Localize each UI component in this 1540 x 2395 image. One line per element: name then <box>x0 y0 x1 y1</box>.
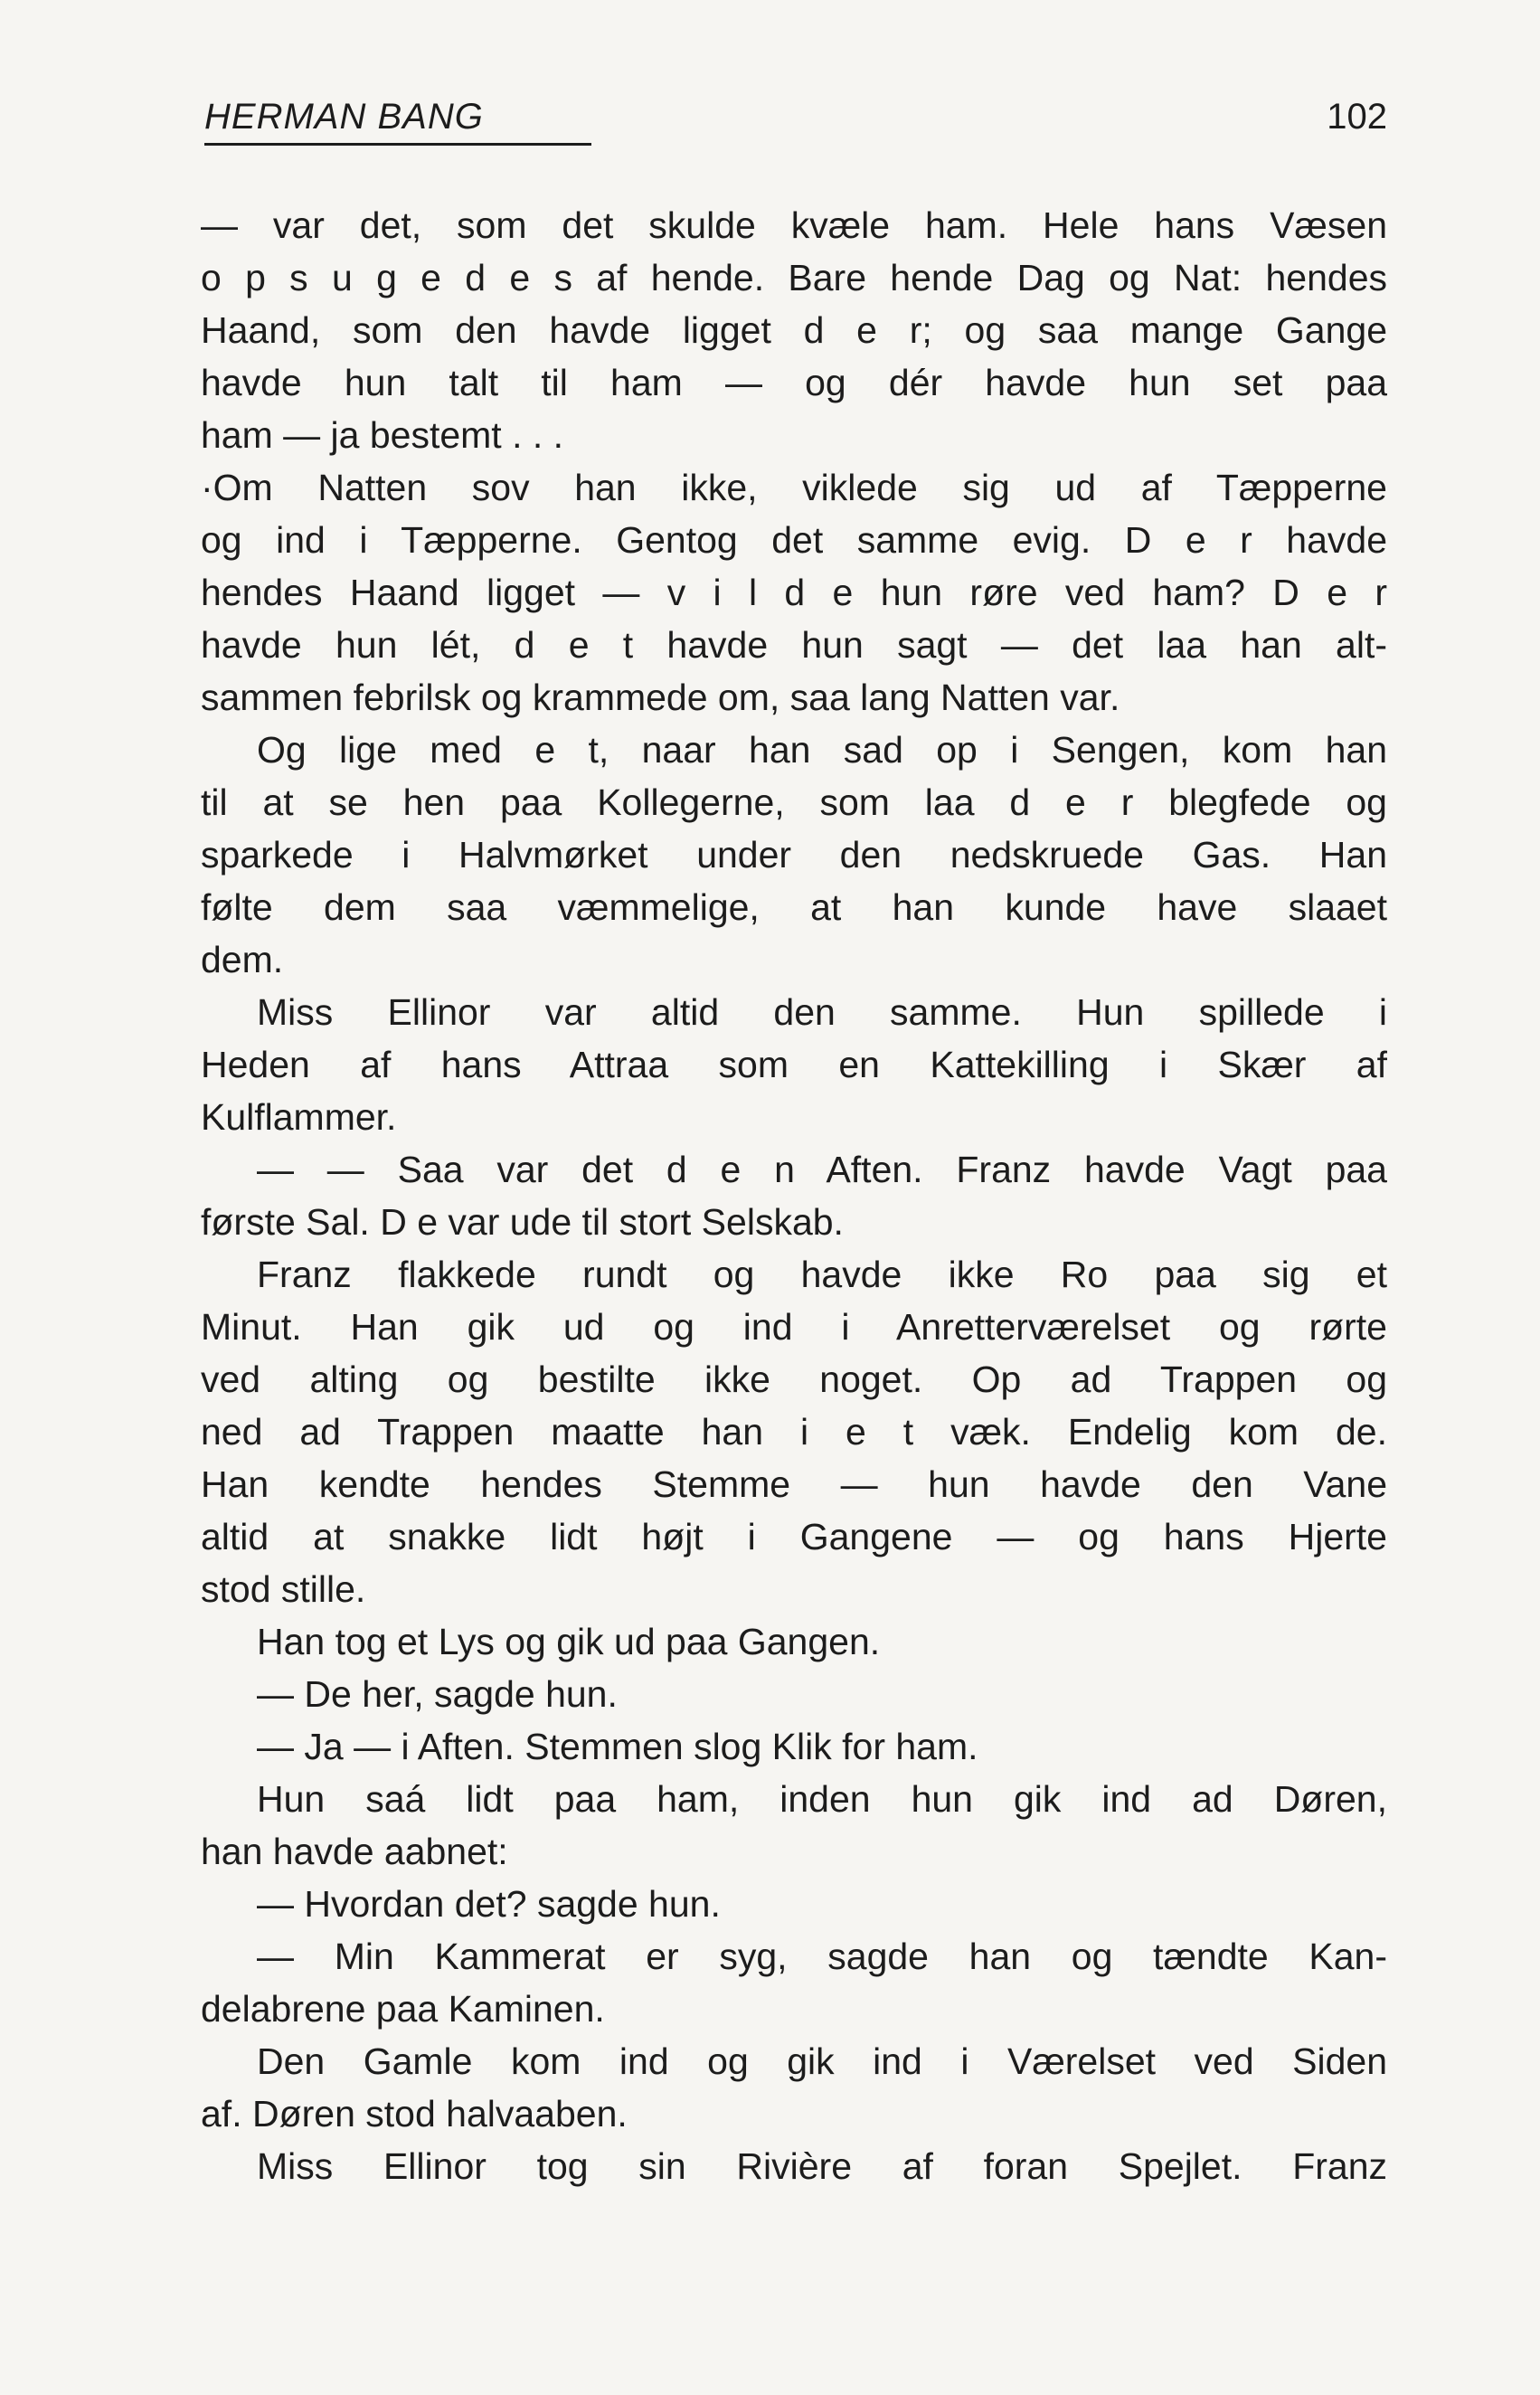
text-line: af. Døren stod halvaaben. <box>201 2093 628 2135</box>
text-line: o p s u g e d e s af hende. Bare hende Dag og Nat: hendes <box>201 257 1387 298</box>
text-line: Og lige med e t, naar han sad op i Sengen, kom han <box>257 729 1387 771</box>
author-name: HERMAN BANG <box>204 97 484 137</box>
text-line: Han tog et Lys og gik ud paa Gangen. <box>257 1621 881 1662</box>
text-line: følte dem saa væmmelige, at han kunde have slaaet <box>201 886 1387 928</box>
body-text <box>201 199 1387 2192</box>
text-line: hendes Haand ligget — v i l d e hun røre ved ham? D e r <box>201 572 1387 613</box>
text-line: — De her, sagde hun. <box>257 1673 618 1715</box>
text-line: Kulflammer. <box>201 1096 397 1138</box>
text-line: havde hun talt til ham — og dér havde hun set paa <box>201 362 1387 403</box>
text-line: han havde aabnet: <box>201 1831 508 1872</box>
text-line: Miss Ellinor var altid den samme. Hun spillede i <box>257 991 1387 1033</box>
text-line: til at se hen paa Kollegerne, som laa d e r blegfede og <box>201 781 1387 823</box>
text-line: — Ja — i Aften. Stemmen slog Klik for ham. <box>257 1726 978 1767</box>
text-line: dem. <box>201 939 284 980</box>
text-line: Han kendte hendes Stemme — hun havde den Vane <box>201 1463 1387 1505</box>
text-line: — var det, som det skulde kvæle ham. Hele hans Væsen <box>201 204 1387 246</box>
page-number: 102 <box>1327 97 1387 137</box>
text-line: Haand, som den havde ligget d e r; og saa mange Gange <box>201 309 1387 351</box>
text-line: ved alting og bestilte ikke noget. Op ad Trappen og <box>201 1358 1387 1400</box>
text-line: sammen febrilsk og krammede om, saa lang Natten var. <box>201 677 1120 718</box>
text-line: og ind i Tæpperne. Gentog det samme evig. D e r havde <box>201 519 1387 561</box>
text-line: delabrene paa Kaminen. <box>201 1988 605 2030</box>
header-rule <box>204 143 591 146</box>
text-line: Heden af hans Attraa som en Kattekilling i Skær af <box>201 1044 1387 1085</box>
text-line: havde hun lét, d e t havde hun sagt — det laa han alt- <box>201 624 1387 666</box>
text-line: ham — ja bestemt . . . <box>201 414 564 456</box>
text-line: — Hvordan det? sagde hun. <box>257 1883 721 1925</box>
text-line: Minut. Han gik ud og ind i Anretterværelset og rørte <box>201 1306 1387 1348</box>
running-head <box>204 89 1387 145</box>
text-line: ·Om Natten sov han ikke, viklede sig ud af Tæpperne <box>201 467 1387 508</box>
text-line: ned ad Trappen maatte han i e t væk. Endelig kom de. <box>201 1411 1387 1453</box>
text-line: sparkede i Halvmørket under den nedskruede Gas. Han <box>201 834 1387 876</box>
text-line: første Sal. D e var ude til stort Selskab. <box>201 1201 844 1243</box>
text-line: — Min Kammerat er syg, sagde han og tændte Kan- <box>257 1936 1387 1977</box>
text-line: Miss Ellinor tog sin Rivière af foran Spejlet. Franz <box>257 2145 1387 2187</box>
text-line: — — Saa var det d e n Aften. Franz havde Vagt paa <box>257 1149 1387 1190</box>
text-line: Den Gamle kom ind og gik ind i Værelset ved Siden <box>257 2040 1387 2082</box>
text-line: Hun saá lidt paa ham, inden hun gik ind ad Døren, <box>257 1778 1387 1820</box>
text-line: Franz flakkede rundt og havde ikke Ro paa sig et <box>257 1254 1387 1295</box>
text-line: stod stille. <box>201 1568 366 1610</box>
text-line: altid at snakke lidt højt i Gangene — og hans Hjerte <box>201 1516 1387 1557</box>
